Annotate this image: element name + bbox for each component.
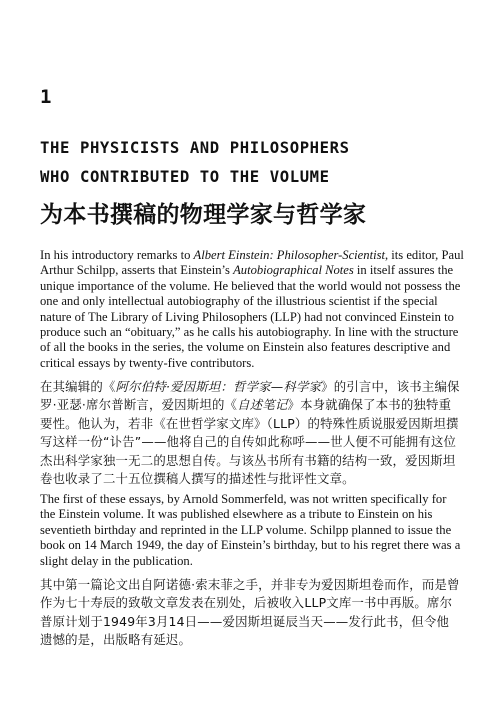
book-title-italic: 阿尔伯特·爱因斯坦：哲学家—科学家 [115,379,322,394]
text-run: In his introductory remarks to [40,248,194,262]
text-run: , its editor, Paul Arthur Schilpp, asserts that Einstein’s [40,248,464,278]
chapter-title-chinese: 为本书撰稿的物理学家与哲学家 [40,202,367,228]
book-title-italic: Autobiographical Notes [233,263,354,278]
text-run: 》本身就确保了本书的独特重要性。他认为，若非《在世哲学家文库》（LLP）的特殊性质说服爱因斯坦撰写这样一份“讣告”——他将自己的自传如此称呼——世人便不可能拥有这位杰出科学家独一无二的思想自传。与该丛书所有书籍的结构一致，爱因斯坦卷也收录了二十五位撰稿人撰写的描述性与批评性文章。 [40,397,459,487]
chapter-title-line-2: WHO CONTRIBUTED TO THE VOLUME [40,168,330,186]
text-run: in itself assures the unique importance of the volume. He believed that the world would not possess the one and only intellectual autobiography of the illustrious scientist if the special nature of The Library of Living Philosophers (LLP) had not convinced Einstein to produce such an “obituary,” as he calls his autobiography. In line with the structure of all the books in the series, the volume on Einstein also features descriptive and critical essays by twenty-five contributors. [40,263,461,370]
book-title-italic: Albert Einstein: Philosopher-Scientist [193,248,385,262]
book-title-italic: 自述笔记 [237,397,288,413]
chapter-number: 1 [40,86,52,108]
paragraph-english-2: The first of these essays, by Arnold Sommerfeld, was not written specifically for the Einstein volume. It was published elsewhere as a tribute to Einstein on his seventieth birthday and reprinted in the LLP volume. Schilpp planned to issue the book on 14 March 1949, the day of Einstein’s birthday, but to his regret there was a slight delay in the publication. [40,492,461,568]
paragraph-english-1 [40,248,464,371]
text-run: 在其编辑的《 [40,379,116,394]
text-run: 》的引言中，该书主编保罗·亚瑟·席尔普断言，爱因斯坦的《 [40,379,460,413]
paragraph-chinese-2: 其中第一篇论文出自阿诺德·索末菲之手，并非专为爱因斯坦卷而作，而是曾作为七十寿辰的致敬文章发表在别处，后被收入LLP文库一书中再版。席尔普原计划于1949年3月14日——爱因斯坦诞辰当天——发行此书，但令他遗憾的是，出版略有延迟。 [40,577,460,648]
paragraph-chinese-1 [40,378,460,488]
chapter-title-line-1: THE PHYSICISTS AND PHILOSOPHERS [40,139,350,157]
chapter-title [40,134,480,192]
